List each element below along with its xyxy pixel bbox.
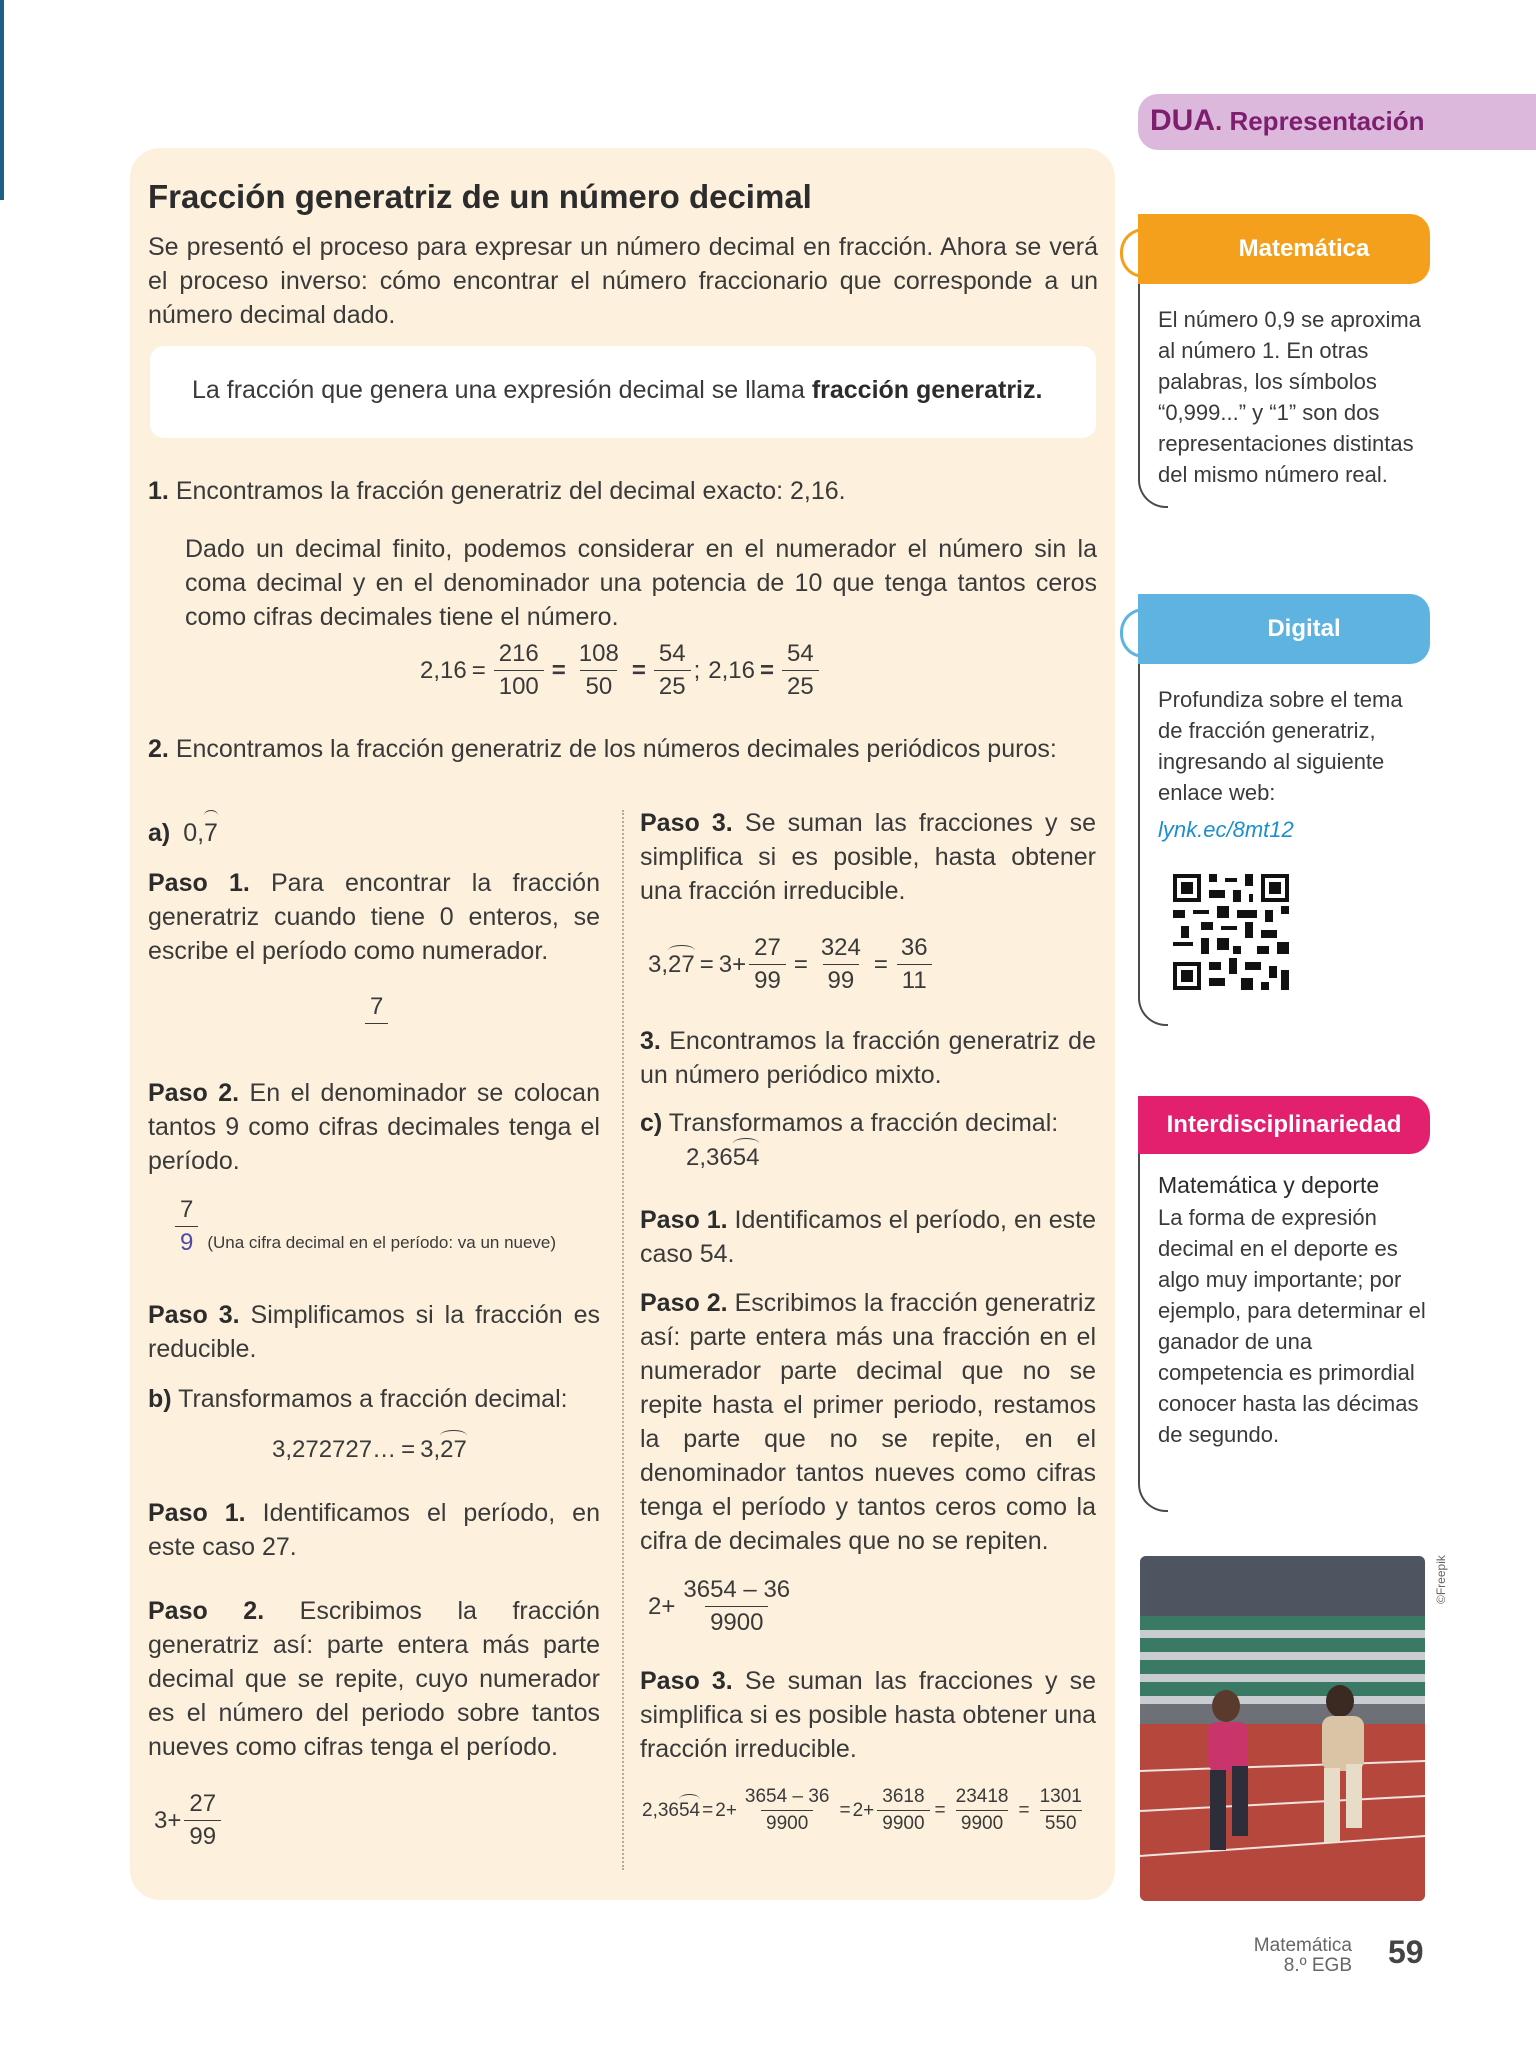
step-text: Simplificamos si la fracción es reducible. [148,1301,600,1363]
denominator: 99 [184,1820,221,1851]
numerator: 7 [365,993,388,1024]
step-text: Escribimos la fracción generatriz así: parte entera más parte decimal que se repite, cuyo numerador es el número del periodo sobre tantos nueves como cifras tenga el período. [148,1597,600,1761]
numerator: 324 [820,934,861,961]
step-text: Se suman las fracciones y se simplifica si es posible, hasta obtener una fracción irreducible. [640,809,1096,905]
matematica-text: El número 0,9 se aproxima al número 1. En otras palabras, los símbolos “0,999...” y “1” son dos representaciones distintas del mismo número real. [1158,307,1421,487]
denominator: 9900 [877,1810,929,1835]
denominator-note: (Una cifra decimal en el período: va un nueve) [207,1232,557,1252]
denominator: 25 [654,670,691,701]
photo-credit: ©Freepik [1434,1555,1448,1604]
step-text: Para encontrar la fracción generatriz cuando tiene 0 enteros, se escribe el período como numerador. [148,869,600,965]
hook-icon [1120,228,1161,278]
numerator: 23418 [955,1786,1009,1807]
decimal-integer-part: 2,36 [642,1799,679,1821]
numerator: 27 [754,934,781,961]
part-c-number [686,1144,759,1172]
decimal-integer-part: 3, [648,950,669,978]
fraction [175,1196,198,1257]
fraction [494,640,544,701]
footer-subject-name: Matemática [1253,1935,1352,1956]
integer-part: 2 [715,1799,726,1821]
plus-sign: + [661,1592,676,1620]
page-number: 59 [1388,1934,1424,1970]
decimal-period: 7 [204,816,218,850]
fraction [574,640,624,701]
numerator: 3618 [882,1786,925,1807]
eq-sign: = [702,1799,714,1821]
dua-label: DUA [1150,104,1215,137]
step-label: Paso 1. [148,1499,246,1527]
part-b-result [648,934,936,995]
plus-sign: + [732,950,747,978]
decimal-period: 27 [440,1436,467,1463]
footer-grade: 8.º EGB [1283,1955,1352,1976]
denominator: 550 [1040,1810,1082,1835]
qr-code-icon[interactable] [1173,874,1289,990]
footer-subject [1222,1936,1352,1976]
interdisciplinariedad-tab [1138,1096,1430,1154]
part-b-sum [154,1790,224,1851]
fraction [678,1576,795,1637]
numerator: 54 [786,640,814,667]
part-a-heading [148,816,218,850]
fraction [951,1786,1014,1835]
part-c-heading [640,1106,1096,1140]
digital-title: Digital [1267,615,1341,642]
step-label: Paso 1. [148,869,250,897]
decimal-integer-part: 0, [183,819,205,847]
denominator: 11 [897,964,932,995]
fraction [877,1786,929,1835]
numerator: 1301 [1039,1786,1082,1807]
item-3-number: 3. [640,1027,661,1055]
fraction [782,640,819,701]
numerator: 27 [189,1790,217,1817]
definition-text [192,376,1042,405]
numerator-only [362,993,391,1024]
step-label: Paso 3. [640,809,733,837]
definition-prefix: La fracción que genera una expresión decimal se llama [192,376,812,404]
item-3 [640,1024,1096,1092]
equation-exact-decimal [420,640,822,701]
part-b-equation [272,1436,467,1464]
step-label: Paso 2. [640,1289,728,1317]
denominator: 9900 [956,1810,1008,1835]
part-c-text: Transformamos a fracción decimal: [668,1109,1059,1137]
denominator: 99 [749,964,786,995]
integer-part: 3 [718,950,733,978]
part-c-step-3 [640,1664,1096,1766]
eq-sign: = [873,950,888,978]
item-2-number: 2. [148,735,169,763]
eq-separator: ; [693,656,701,684]
step-text: Identificamos el período, en este caso 54. [640,1206,1096,1268]
numerator: 3654 – 36 [744,1786,830,1807]
numerator: 7 [180,1196,194,1223]
column-divider [622,810,624,1870]
step-label: Paso 2. [148,1597,265,1625]
dua-header [1150,104,1425,138]
matematica-tab [1138,214,1430,284]
part-a-step-2 [148,1076,600,1178]
eq-lhs: 2,16 [420,656,467,684]
eq-sign: = [471,656,486,684]
dua-subtitle: . Representación [1215,106,1425,136]
numerator: 36 [900,934,928,961]
numerator: 54 [658,640,686,667]
fraction [365,993,388,1024]
step-text: En el denominador se colocan tantos 9 como cifras decimales tenga el período. [148,1079,600,1175]
part-b-text: Transformamos a fracción decimal: [178,1385,568,1413]
step-label: Paso 2. [148,1079,240,1107]
eq-sign: = [1018,1799,1030,1821]
item-1-text: Encontramos la fracción generatriz del decimal exacto: 2,16. [175,477,846,505]
part-b-label: b) [148,1385,172,1413]
eq-sign: = [699,950,714,978]
plus-sign: + [167,1806,182,1834]
step-label: Paso 3. [640,1667,733,1695]
fraction [184,1790,221,1851]
decimal-integer-part: 2,36 [686,1144,733,1171]
fraction-with-note [172,1196,556,1257]
part-c-result [642,1786,1090,1835]
decimal-period: 54 [732,1144,760,1171]
part-a-step-3 [148,1298,600,1366]
interdisciplinariedad-title: Interdisciplinariedad [1166,1111,1402,1138]
denominator: 9900 [761,1810,813,1835]
item-1-number: 1. [148,477,169,505]
eq-sign: = [631,656,646,684]
interdisciplinariedad-subtitle: Matemática y deporte [1158,1172,1380,1198]
eq-sign: = [401,1436,416,1463]
part-c-step-1 [640,1203,1096,1271]
part-c-expression [648,1576,798,1637]
integer-part: 2 [648,1592,662,1620]
integer-part: 2 [852,1799,864,1821]
step-label: Paso 3. [148,1301,240,1329]
digital-tab [1138,594,1430,664]
denominator: 99 [823,964,860,995]
fraction [1035,1786,1087,1835]
decimal-period: 54 [678,1799,701,1821]
integer-part: 3 [154,1806,168,1834]
definition-box [150,346,1096,438]
left-edge-bar [0,0,4,200]
denominator: 25 [782,670,819,701]
denominator: 9 [175,1226,198,1257]
part-b-step-1 [148,1496,600,1564]
matematica-title: Matemática [1238,235,1370,262]
numerator: 108 [578,640,619,667]
step-label: Paso 1. [640,1206,728,1234]
section-intro: Se presentó el proceso para expresar un número decimal en fracción. Ahora se verá el proceso inverso: cómo encontrar el número fraccionario que corresponde a un número decimal dado. [148,233,1098,329]
part-b-step-2 [148,1594,600,1764]
fraction [896,934,933,995]
part-a-label: a) [148,819,171,847]
part-b-step-3 [640,806,1096,908]
fraction [740,1786,835,1835]
item-1 [148,474,846,508]
item-2-text: Encontramos la fracción generatriz de los números decimales periódicos puros: [175,735,1057,763]
hook-icon [1120,608,1161,658]
plus-sign: + [863,1799,875,1821]
denominator: 9900 [705,1606,768,1637]
decimal-period: 27 [668,950,695,978]
step-text: Se suman las fracciones y se simplifica si es posible hasta obtener una fracción irreducible. [640,1667,1096,1763]
eq-sign: = [839,1799,851,1821]
part-b-heading [148,1382,568,1416]
eq-lhs: 3,272727… [272,1436,397,1463]
definition-term: fracción generatriz. [811,376,1043,404]
eq-sign: = [551,656,566,684]
part-a-step-1 [148,866,600,968]
item-3-text: Encontramos la fracción generatriz de un número periódico mixto. [640,1027,1096,1089]
item-2 [148,732,1057,766]
digital-link[interactable]: lynk.ec/8mt12 [1158,817,1294,842]
fraction [816,934,866,995]
denominator: 50 [580,670,617,701]
digital-text: Profundiza sobre el tema de fracción generatriz, ingresando al siguiente enlace web: [1158,687,1403,805]
part-c-label: c) [640,1109,663,1137]
decimal-integer-part: 3, [420,1436,441,1463]
denominator: 100 [494,670,544,701]
numerator: 3654 – 36 [683,1576,791,1603]
numerator: 216 [498,640,539,667]
part-c-step-2 [640,1286,1096,1558]
eq-sign: = [759,656,774,684]
interdisciplinariedad-text: La forma de expresión decimal en el deporte es algo muy importante; por ejemplo, para determinar el ganador de una competencia es primordial conocer hasta las décimas de segundo. [1158,1205,1426,1447]
step-text: Escribimos la fracción generatriz así: parte entera más una fracción en el numerador parte decimal que no se repite hasta el primer periodo, restamos la parte que no se repite, en el denominador tantos nueves como cifras tenga el período y tantos ceros como la cifra de decimales que no se repiten. [640,1289,1096,1555]
athletes-photo [1140,1556,1425,1901]
item-1-explanation: Dado un decimal finito, podemos considerar en el numerador el número sin la coma decimal y en el denominador una potencia de 10 que tenga tantos ceros como cifras decimales tiene el número. [185,535,1097,631]
fraction [749,934,786,995]
fraction [654,640,691,701]
plus-sign: + [725,1799,737,1821]
eq-sign: = [793,950,808,978]
eq-sign: = [934,1799,946,1821]
eq-lhs: 2,16 [708,656,755,684]
section-title: Fracción generatriz de un número decimal [148,178,812,215]
step-text: Identificamos el período, en este caso 27. [148,1499,600,1561]
